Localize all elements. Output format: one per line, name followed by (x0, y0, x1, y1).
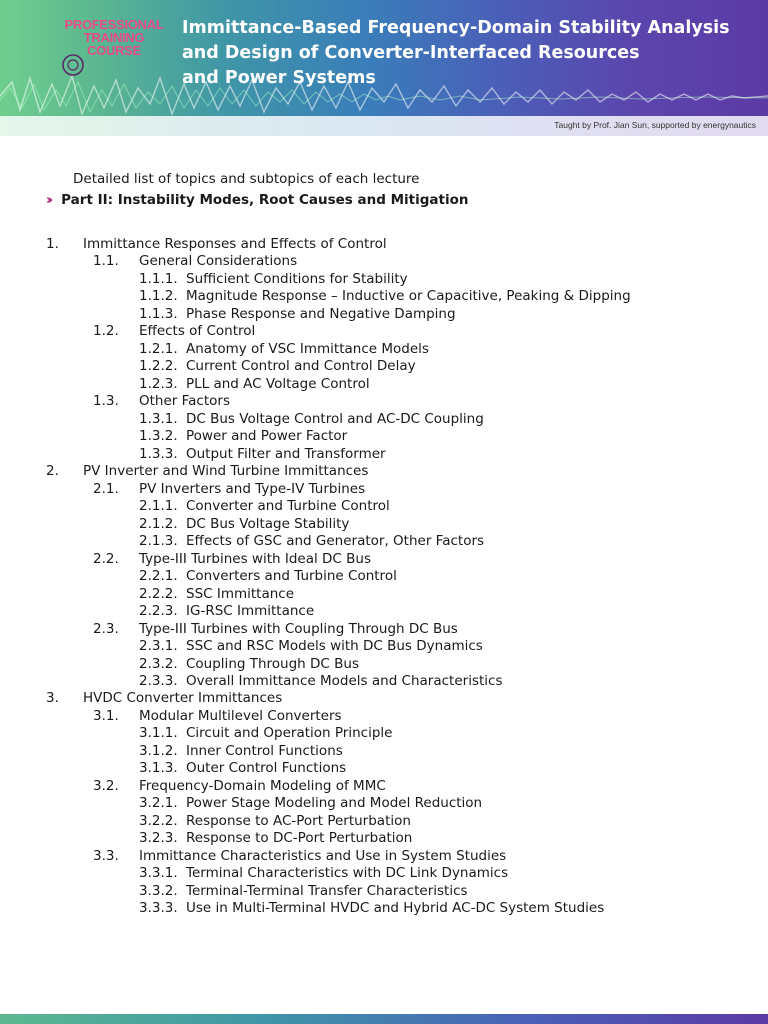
outline-item-level-3 (0, 585, 768, 603)
title-line-2: and Design of Converter-Interfaced Resources (182, 43, 640, 63)
outline-item-level-2 (0, 550, 768, 568)
outline-text: SSC and RSC Models with DC Bus Dynamics (186, 638, 483, 655)
outline-item-level-3 (0, 812, 768, 830)
outline-text: Sufficient Conditions for Stability (186, 270, 408, 287)
outline-text: DC Bus Voltage Stability (186, 515, 350, 532)
outline-number: 3.1.3. (139, 760, 178, 777)
outline-text: Use in Multi-Terminal HVDC and Hybrid AC-DC System Studies (186, 900, 605, 917)
outline-number: 1.1.2. (139, 288, 178, 305)
outline-text: Magnitude Response – Inductive or Capacitive, Peaking & Dipping (186, 288, 631, 305)
outline-item-level-1 (0, 235, 768, 253)
header-banner (0, 0, 768, 136)
outline-item-level-3 (0, 497, 768, 515)
outline-text: Power Stage Modeling and Model Reduction (186, 795, 483, 812)
outline-text: Type-III Turbines with Ideal DC Bus (139, 550, 371, 567)
outline-text: Circuit and Operation Principle (186, 725, 393, 742)
outline-number: 3.3. (93, 847, 119, 864)
outline-number: 3.2.2. (139, 812, 178, 829)
outline-text: Immittance Characteristics and Use in System Studies (139, 847, 507, 864)
outline-number: 2.1.2. (139, 515, 178, 532)
outline-number: 1.3.3. (139, 445, 178, 462)
outline-text: IG-RSC Immittance (186, 603, 315, 620)
outline-item-level-3 (0, 759, 768, 777)
outline-number: 2. (46, 463, 59, 480)
outline-number: 3.3.1. (139, 865, 178, 882)
outline-item-level-3 (0, 532, 768, 550)
outline-number: 1.3. (93, 393, 119, 410)
part-heading (46, 192, 468, 208)
logo-line-2: TRAINING (83, 30, 145, 45)
course-logo (58, 16, 170, 84)
outline-number: 2.2. (93, 550, 119, 567)
outline-text: Converter and Turbine Control (186, 498, 390, 515)
outline-item-level-3 (0, 427, 768, 445)
outline-item-level-3 (0, 410, 768, 428)
outline-item-level-3 (0, 882, 768, 900)
outline-item-level-2 (0, 620, 768, 638)
outline-number: 3.2. (93, 777, 119, 794)
outline-text: Converters and Turbine Control (186, 568, 397, 585)
outline-item-level-3 (0, 270, 768, 288)
outline-text: Overall Immittance Models and Characteristics (186, 673, 503, 689)
outline-number: 3. (46, 690, 59, 707)
chevron-double-icon: ›› (46, 192, 50, 208)
taught-by-credit: Taught by Prof. Jian Sun, supported by energynautics (554, 120, 756, 130)
outline-number: 2.2.2. (139, 585, 178, 602)
outline-text: Modular Multilevel Converters (139, 707, 342, 724)
outline-text: Effects of Control (139, 323, 256, 340)
outline-text: Other Factors (139, 393, 230, 410)
outline-item-level-3 (0, 637, 768, 655)
outline-number: 2.1.1. (139, 498, 178, 515)
outline-number: 3.2.1. (139, 795, 178, 812)
outline-item-level-3 (0, 724, 768, 742)
outline-item-level-1 (0, 462, 768, 480)
outline-number: 1.2. (93, 323, 119, 340)
outline-text: Current Control and Control Delay (186, 358, 416, 375)
outline-number: 1.2.2. (139, 358, 178, 375)
outline-text: Power and Power Factor (186, 428, 348, 445)
outline-item-level-3 (0, 340, 768, 358)
outline-number: 2.3.3. (139, 673, 178, 689)
outline-item-level-2 (0, 322, 768, 340)
outline-number: 1.1. (93, 253, 119, 270)
outline-text: General Considerations (139, 253, 298, 270)
logo-ring-icon (60, 52, 86, 78)
outline-text: Response to AC-Port Perturbation (186, 812, 411, 829)
outline-number: 1.1.3. (139, 305, 178, 322)
outline-number: 1.2.1. (139, 340, 178, 357)
course-title (182, 16, 762, 91)
outline-number: 3.1. (93, 707, 119, 724)
outline-item-level-3 (0, 567, 768, 585)
outline-item-level-2 (0, 847, 768, 865)
outline-number: 2.3.1. (139, 638, 178, 655)
outline-item-level-2 (0, 480, 768, 498)
outline-item-level-3 (0, 445, 768, 463)
outline-number: 2.2.3. (139, 603, 178, 620)
outline-item-level-1 (0, 689, 768, 707)
outline-text: Anatomy of VSC Immittance Models (186, 340, 429, 357)
outline-text: Output Filter and Transformer (186, 445, 386, 462)
outline-item-level-3 (0, 357, 768, 375)
outline-text: Type-III Turbines with Coupling Through DC Bus (139, 620, 458, 637)
outline-text: DC Bus Voltage Control and AC-DC Coupling (186, 410, 484, 427)
outline-number: 3.3.2. (139, 882, 178, 899)
outline-number: 1.1.1. (139, 270, 178, 287)
title-line-3: and Power Systems (182, 68, 376, 88)
outline-number: 1.2.3. (139, 375, 178, 392)
logo-line-1: PROFESSIONAL (64, 17, 164, 32)
outline-number: 1. (46, 236, 59, 252)
outline-number: 3.2.3. (139, 830, 178, 847)
outline-text: PV Inverter and Wind Turbine Immittances (83, 463, 369, 480)
outline-text: Frequency-Domain Modeling of MMC (139, 777, 386, 794)
outline-item-level-3 (0, 287, 768, 305)
logo-line-3: COURSE (87, 43, 141, 58)
outline-number: 1.3.2. (139, 428, 178, 445)
outline-item-level-3 (0, 794, 768, 812)
outline-number: 2.2.1. (139, 568, 178, 585)
outline-item-level-3 (0, 742, 768, 760)
outline-item-level-2 (0, 707, 768, 725)
intro-text: Detailed list of topics and subtopics of each lecture (73, 171, 420, 187)
outline-item-level-3 (0, 375, 768, 393)
outline-item-level-3 (0, 864, 768, 882)
outline-number: 3.1.2. (139, 742, 178, 759)
outline-item-level-2 (0, 252, 768, 270)
outline-item-level-3 (0, 899, 768, 917)
outline-text: Terminal-Terminal Transfer Characteristics (186, 882, 468, 899)
outline-number: 2.1. (93, 480, 119, 497)
outline-text: Inner Control Functions (186, 742, 343, 759)
outline-text: Outer Control Functions (186, 760, 347, 777)
outline-text: PV Inverters and Type-IV Turbines (139, 480, 366, 497)
outline-item-level-3 (0, 305, 768, 323)
footer-bar (0, 1014, 768, 1024)
outline-text: Response to DC-Port Perturbation (186, 830, 413, 847)
outline-text: Terminal Characteristics with DC Link Dynamics (186, 865, 509, 882)
outline-item-level-3 (0, 829, 768, 847)
outline-text: PLL and AC Voltage Control (186, 375, 370, 392)
title-line-1: Immittance-Based Frequency-Domain Stability Analysis (182, 18, 730, 38)
outline-number: 1.3.1. (139, 410, 178, 427)
outline-number: 3.3.3. (139, 900, 178, 917)
outline-number: 2.3.2. (139, 655, 178, 672)
outline-text: Coupling Through DC Bus (186, 655, 359, 672)
outline-item-level-3 (0, 602, 768, 620)
outline-number: 3.1.1. (139, 725, 178, 742)
outline-text: SSC Immittance (186, 585, 295, 602)
outline-text: Effects of GSC and Generator, Other Factors (186, 533, 485, 550)
outline-text: HVDC Converter Immittances (83, 690, 283, 707)
outline-item-level-3 (0, 655, 768, 673)
outline-item-level-3 (0, 672, 768, 690)
outline-text: Phase Response and Negative Damping (186, 305, 456, 322)
outline-item-level-3 (0, 515, 768, 533)
outline-number: 2.3. (93, 620, 119, 637)
outline-item-level-2 (0, 392, 768, 410)
outline-number: 2.1.3. (139, 533, 178, 550)
part-title: Part II: Instability Modes, Root Causes and Mitigation (61, 192, 469, 208)
outline-text: Immittance Responses and Effects of Control (83, 236, 387, 252)
outline-item-level-2 (0, 777, 768, 795)
